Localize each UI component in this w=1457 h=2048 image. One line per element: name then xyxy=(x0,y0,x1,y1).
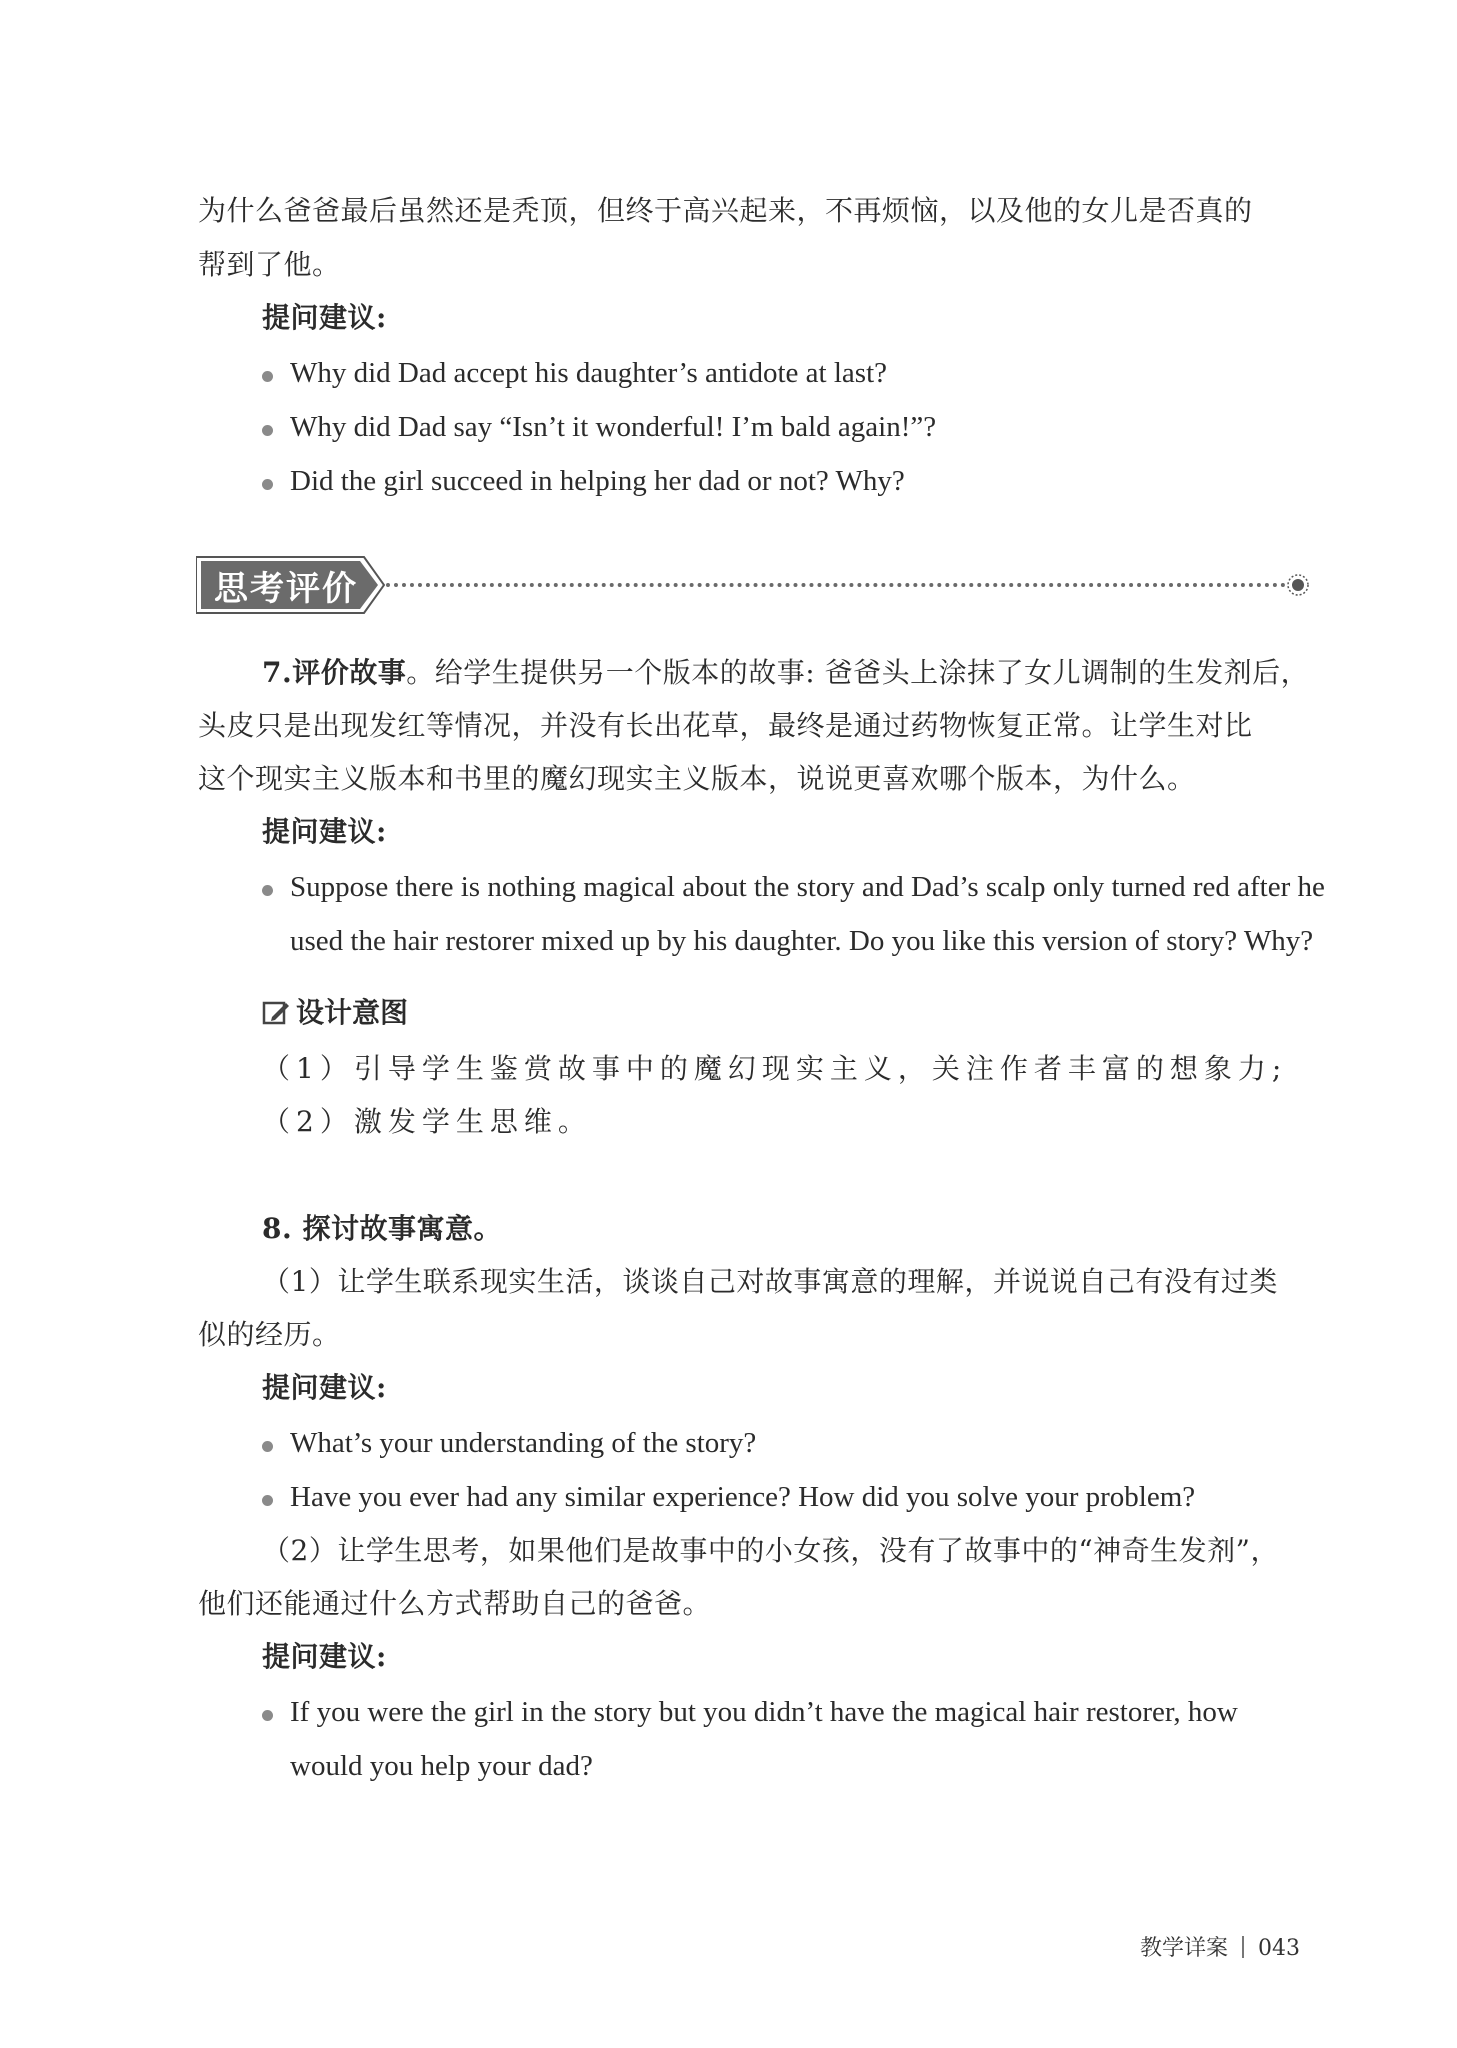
design-intent-line-2: （2）激发学生思维。 xyxy=(262,1105,592,1138)
question-label: 提问建议: xyxy=(262,1371,387,1404)
item8-heading: 8. 探讨故事寓意。 xyxy=(262,1212,502,1245)
item7-number: 7. xyxy=(262,656,293,689)
edit-icon xyxy=(262,999,290,1027)
question-item: Why did Dad accept his daughter’s antidote at last? xyxy=(290,357,887,389)
question-item: What’s your understanding of the story? xyxy=(290,1427,757,1459)
question-item-line-2: would you help your dad? xyxy=(290,1750,593,1782)
question-label: 提问建议: xyxy=(262,301,387,334)
bullet-icon xyxy=(262,371,273,382)
page-footer xyxy=(1140,1929,1312,1969)
design-intent-line-1: （1）引导学生鉴赏故事中的魔幻现实主义，关注作者丰富的想象力; xyxy=(262,1052,1288,1085)
question-item-line-1: If you were the girl in the story but you didn’t have the magical hair restorer, how xyxy=(290,1696,1238,1728)
question-item: Why did Dad say “Isn’t it wonderful! I’m bald again!”? xyxy=(290,411,937,443)
section-banner xyxy=(196,553,386,617)
item7-line-2: 头皮只是出现发红等情况，并没有长出花草，最终是通过药物恢复正常。让学生对比 xyxy=(198,709,1253,742)
question-item: Did the girl succeed in helping her dad or not? Why? xyxy=(290,465,905,497)
bullet-icon xyxy=(262,479,273,490)
footer-separator xyxy=(1242,1936,1244,1958)
question-label: 提问建议: xyxy=(262,1640,387,1673)
question-item: Have you ever had any similar experience? How did you solve your problem? xyxy=(290,1481,1196,1513)
bullet-icon xyxy=(262,425,273,436)
item7-line-3: 这个现实主义版本和书里的魔幻现实主义版本，说说更喜欢哪个版本，为什么。 xyxy=(198,762,1196,795)
item8-p1-line-1: （1）让学生联系现实生活，谈谈自己对故事寓意的理解，并说说自己有没有过类 xyxy=(262,1265,1278,1298)
item7-line-1 xyxy=(262,653,1374,693)
section-divider xyxy=(386,583,1286,587)
bullet-icon xyxy=(262,885,273,896)
bullet-icon xyxy=(262,1441,273,1452)
question-label: 提问建议: xyxy=(262,815,387,848)
question-item-line-1: Suppose there is nothing magical about the story and Dad’s scalp only turned red after he xyxy=(290,871,1325,903)
item8-p2-line-2: 他们还能通过什么方式帮助自己的爸爸。 xyxy=(198,1587,712,1620)
bullet-icon xyxy=(262,1710,273,1721)
design-intent-label: 设计意图 xyxy=(296,996,409,1029)
question-item-line-2: used the hair restorer mixed up by his daughter. Do you like this version of story? Why? xyxy=(290,925,1314,957)
intro-line-2: 帮到了他。 xyxy=(198,248,341,281)
item7-title: 评价故事 xyxy=(292,656,407,689)
item8-p2-line-1: （2）让学生思考，如果他们是故事中的小女孩，没有了故事中的“神奇生发剂”， xyxy=(262,1534,1279,1567)
item8-p1-line-2: 似的经历。 xyxy=(198,1318,341,1351)
footer-section: 教学详案 xyxy=(1140,1936,1229,1961)
sun-icon xyxy=(1284,571,1312,599)
item7-text: 。给学生提供另一个版本的故事: 爸爸头上涂抹了女儿调制的生发剂后， xyxy=(406,656,1310,689)
bullet-icon xyxy=(262,1495,273,1506)
intro-line-1: 为什么爸爸最后虽然还是秃顶，但终于高兴起来，不再烦恼，以及他的女儿是否真的 xyxy=(198,194,1253,227)
page-number: 043 xyxy=(1258,1936,1301,1961)
section-title: 思考评价 xyxy=(214,569,358,609)
